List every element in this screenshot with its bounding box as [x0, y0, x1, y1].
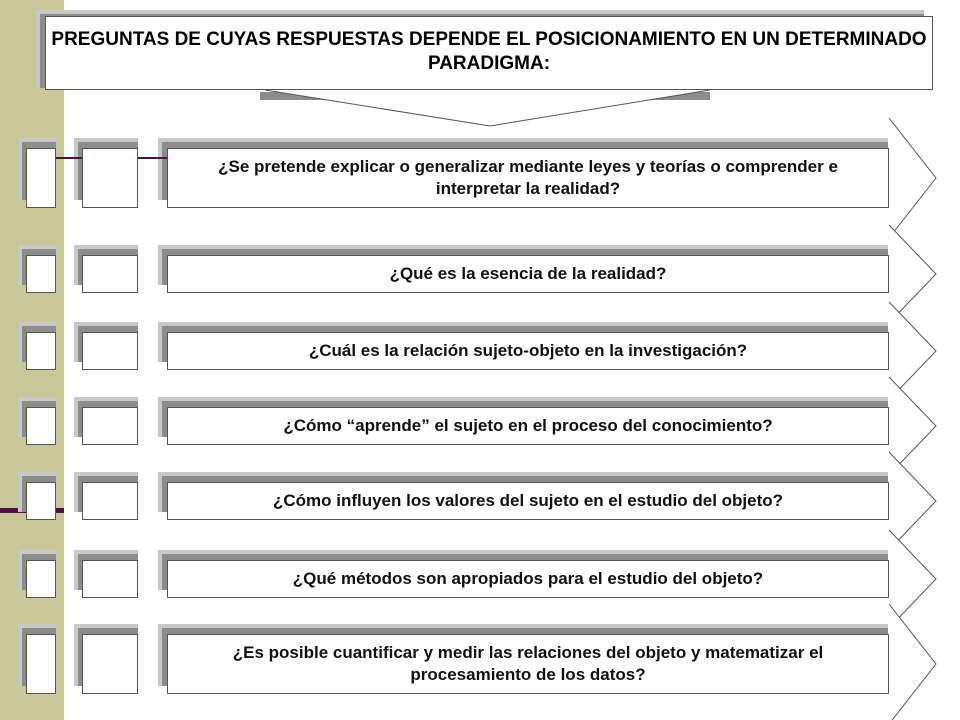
row-arrow-chevron [889, 452, 936, 550]
question-text: ¿Qué es la esencia de la realidad? [389, 264, 667, 283]
question-text: ¿Cómo influyen los valores del sujeto en el estudio del objeto? [272, 491, 784, 510]
question-text: ¿Se pretende explicar o generalizar mediante leyes y teorías o comprender e interpretar la realidad? [218, 157, 838, 198]
question-text: ¿Cómo “aprende” el sujeto en el proceso del conocimiento? [283, 416, 773, 435]
row-arrow-chevron [889, 604, 936, 720]
header-title: PREGUNTAS DE CUYAS RESPUESTAS DEPENDE EL POSICIONAMIENTO EN UN DETERMINADO PARADIGMA: [51, 29, 927, 74]
question-text: ¿Es posible cuantificar y medir las relaciones del objeto y matematizar el procesamiento de los datos? [232, 643, 824, 684]
row-arrow-chevron [889, 118, 936, 238]
question-text: ¿Qué métodos son apropiados para el estudio del objeto? [292, 569, 764, 588]
row-arrow-chevron [889, 225, 936, 323]
question-text: ¿Cuál es la relación sujeto-objeto en la investigación? [308, 341, 748, 360]
header-pointer [265, 90, 710, 126]
